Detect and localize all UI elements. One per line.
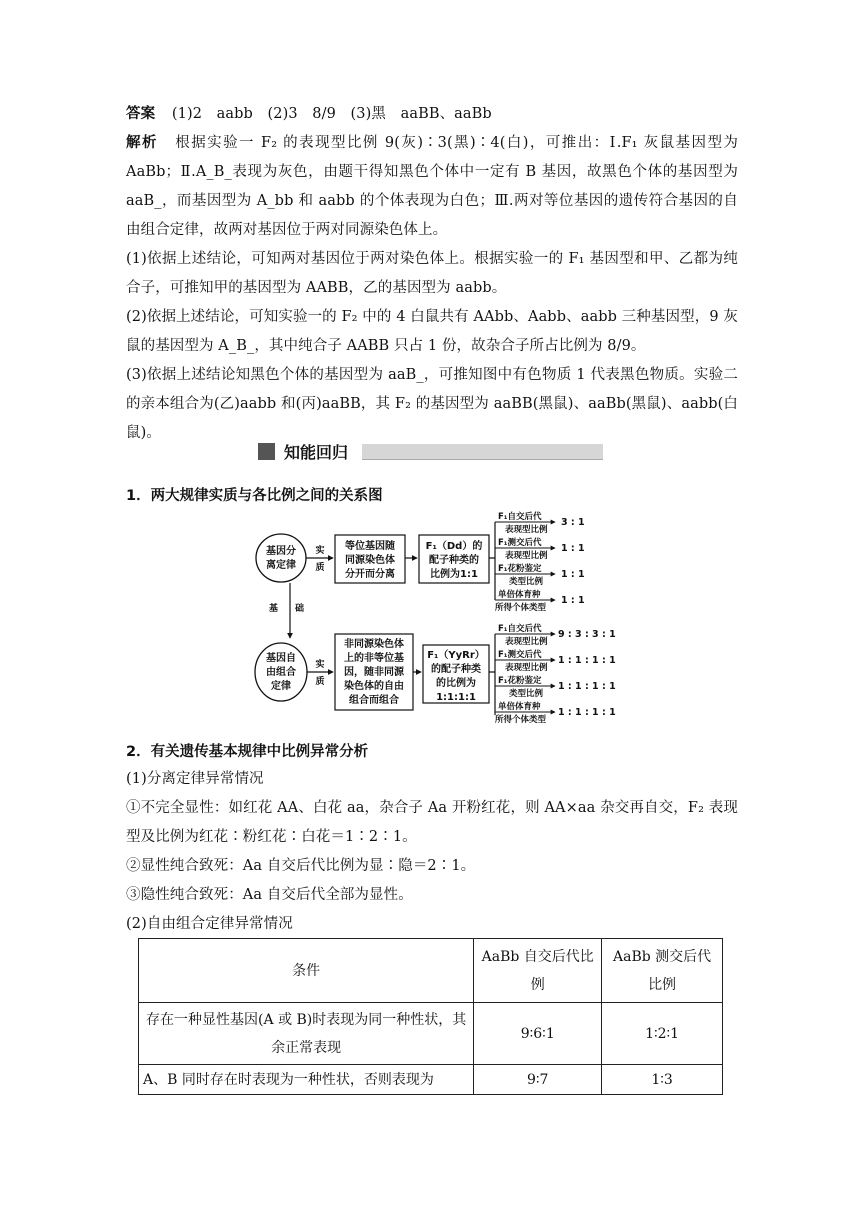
table-cell: 1∶3: [602, 1065, 723, 1095]
answer-line: [126, 100, 738, 129]
circle-segregation-law: [256, 534, 306, 582]
box-bottom2-line-4: 1:1:1:1: [436, 692, 476, 703]
circle-bottom-line-1: 基因自: [266, 653, 296, 664]
svg-text:F₁（YyRr）的配子种类的比例为1:1:1:1: [427, 648, 485, 703]
link-top-2: 质: [315, 563, 325, 573]
box-top1-line-1: 等位基因随: [345, 541, 395, 552]
svg-text:F₁（Dd）的配子种类的比例为1:1: [426, 539, 483, 580]
basis-1: 基: [269, 604, 279, 614]
answer-text: (1)2 aabb (2)3 8/9 (3)黑 aaBB、aaBb: [171, 106, 492, 122]
top-branch-3-above: F₁花粉鉴定: [498, 564, 542, 574]
box-bottom1-line-2: 上的非等位基: [344, 653, 404, 664]
bottom-branch-3-ratio: 1 : 1 : 1 : 1: [558, 681, 616, 692]
table-header-cell: 条件: [139, 939, 474, 1003]
box-top1-line-3: 分开而分离: [345, 569, 395, 580]
box-top1-line-2: 同源染色体: [345, 555, 395, 566]
bottom-branches: [495, 623, 616, 725]
table-cell: 9∶6∶1: [474, 1003, 602, 1065]
top-branches: [495, 511, 585, 613]
link-bottom-2: 质: [315, 677, 325, 687]
box-bottom2-line-1: F₁（YyRr）: [427, 650, 485, 661]
analysis-label: 解析: [126, 135, 158, 151]
svg-text:基因自由组合定律: [266, 651, 296, 692]
table-header-cell: AaBb 自交后代比例: [474, 939, 602, 1003]
heading-relationship-diagram: 1．两大规律实质与各比例之间的关系图: [126, 488, 383, 504]
section-square-icon: [258, 443, 275, 460]
top-branch-1-ratio: 3 : 1: [561, 517, 585, 528]
analysis-paragraph-4: (3)依据上述结论知黑色个体的基因型为 aaB_，可推知图中有色物质 1 代表黑色物质。实验二的亲本组合为(乙)aabb 和(丙)aaBB，其 F₂ 的基因型为 aaBB(黑鼠)、aaBb(黑鼠)、aabb(白鼠)。: [126, 367, 738, 441]
top-branch-2-above: F₁测交后代: [498, 538, 542, 548]
bottom-branch-4-below: 所得个体类型: [495, 715, 547, 725]
bottom-branch-4-above: 单倍体育种: [498, 702, 541, 712]
section-header: [258, 442, 603, 462]
item-recessive-lethal: ③隐性纯合致死：Aa 自交后代全部为显性。: [126, 887, 413, 903]
top-branch-3-ratio: 1 : 1: [561, 569, 585, 580]
circle-bottom-line-2: 由组合: [266, 667, 296, 678]
box-top2-line-3: 比例为1:1: [430, 569, 478, 580]
sub-segregation-abnormal: (1)分离定律异常情况: [126, 771, 264, 787]
basis-2: 础: [295, 604, 305, 614]
ratio-table: [138, 938, 723, 1095]
top-branch-1-below: 表现型比例: [505, 525, 548, 535]
top-branch-2-below: 表现型比例: [505, 551, 548, 561]
item-incomplete-dominance: ①不完全显性：如红花 AA、白花 aa，杂合子 Aa 开粉红花，则 AA×aa 杂交再自交，F₂ 表现型及比例为红花∶粉红花∶白花＝1∶2∶1。: [126, 800, 738, 845]
table-header-row: [139, 939, 723, 1003]
top-branch-4-above: 单倍体育种: [498, 590, 541, 600]
bottom-branch-2-ratio: 1 : 1 : 1 : 1: [558, 655, 616, 666]
top-branch-3-below: 类型比例: [509, 577, 544, 587]
section-title: 知能回归: [284, 443, 349, 462]
box-bottom1-line-3: 因，随非同源: [344, 667, 404, 678]
bottom-branch-1-below: 表现型比例: [505, 637, 548, 647]
bottom-branch-1-ratio: 9 : 3 : 3 : 1: [558, 629, 616, 640]
table-header-cell: AaBb 测交后代比例: [602, 939, 723, 1003]
link-bottom-1: 实: [315, 660, 325, 670]
table-row: [139, 1065, 723, 1095]
table-cell: 1∶2∶1: [602, 1003, 723, 1065]
box-bottom2-line-2: 的配子种类: [431, 664, 481, 675]
bottom-branch-3-below: 类型比例: [509, 689, 544, 699]
item-dominant-lethal: ②显性纯合致死：Aa 自交后代比例为显∶隐＝2∶1。: [126, 858, 476, 874]
table-cell: A、B 同时存在时表现为一种性状，否则表现为: [139, 1065, 474, 1095]
bottom-branch-3-above: F₁花粉鉴定: [498, 676, 542, 686]
box-bottom2-line-3: 的比例为: [436, 678, 476, 689]
table-cell: 存在一种显性基因(A 或 B)时表现为同一种性状，其余正常表现: [139, 1003, 474, 1065]
bottom-branch-4-ratio: 1 : 1 : 1 : 1: [558, 707, 616, 718]
sub-assortment-abnormal: (2)自由组合定律异常情况: [126, 916, 293, 932]
analysis-paragraph-2: (1)依据上述结论，可知两对基因位于两对染色体上。根据实验一的 F₁ 基因型和甲、乙都为纯合子，可推知甲的基因型为 AABB，乙的基因型为 aabb。: [126, 251, 738, 296]
table-row: [139, 1003, 723, 1065]
basis-label: [269, 602, 304, 614]
table-cell: 9∶7: [474, 1065, 602, 1095]
circle-bottom-line-3: 定律: [271, 681, 291, 692]
top-branch-2-ratio: 1 : 1: [561, 543, 585, 554]
top-branch-4-ratio: 1 : 1: [561, 595, 585, 606]
circle-top-line-2: 离定律: [266, 560, 296, 571]
analysis-text-1: 根据实验一 F₂ 的表现型比例 9(灰)∶3(黑)∶4(白)，可推出：Ⅰ.F₁ 灰鼠基因型为 AaBb；Ⅱ.A_B_表现为灰色，由题干得知黑色个体中一定有 B 基因，故黑色个体的基因型为 aaB_，而基因型为 A_bb 和 aabb 的个体表现为白色；Ⅲ.两对等位基因的遗传符合基因的自由组合定律，故两对基因位于两对同源染色体上。: [126, 135, 738, 238]
box-top2-line-1: F₁（Dd）的: [425, 541, 483, 552]
analysis-paragraph-3: (2)依据上述结论，可知实验一的 F₂ 中的 4 白鼠共有 AAbb、Aabb、aabb 三种基因型，9 灰鼠的基因型为 A_B_，其中纯合子 AABB 只占 1 份，故杂合子所占比例为 8/9。: [126, 309, 738, 354]
bottom-branch-1-above: F₁自交后代: [498, 624, 542, 634]
genetics-law-diagram: [255, 508, 616, 728]
bottom-branch-2-above: F₁测交后代: [498, 650, 542, 660]
top-branch-1-above: F₁自交后代: [498, 512, 542, 522]
bottom-branch-2-below: 表现型比例: [505, 663, 548, 673]
svg-text:等位基因随同源染色体分开而分离: [345, 539, 395, 580]
link-top-1: 实: [315, 546, 325, 556]
heading-abnormal-ratios: 2．有关遗传基本规律中比例异常分析: [126, 744, 369, 760]
svg-text:基因分离定律: [266, 544, 296, 571]
answer-label: 答案: [126, 106, 156, 122]
box-bottom1-line-4: 染色体的自由: [344, 681, 404, 692]
box-top2-line-2: 配子种类的: [429, 555, 479, 566]
analysis-paragraph-1: [126, 129, 738, 245]
box-bottom1-line-5: 组合而组合: [349, 695, 399, 706]
top-branch-4-below: 所得个体类型: [495, 603, 547, 613]
box-bottom1-line-1: 非同源染色体: [344, 639, 404, 650]
svg-text:非同源染色体上的非等位基因，随非同源染色体的自由组合而组合: [344, 637, 405, 706]
circle-top-line-1: 基因分: [266, 546, 296, 557]
section-rule: [362, 444, 603, 460]
